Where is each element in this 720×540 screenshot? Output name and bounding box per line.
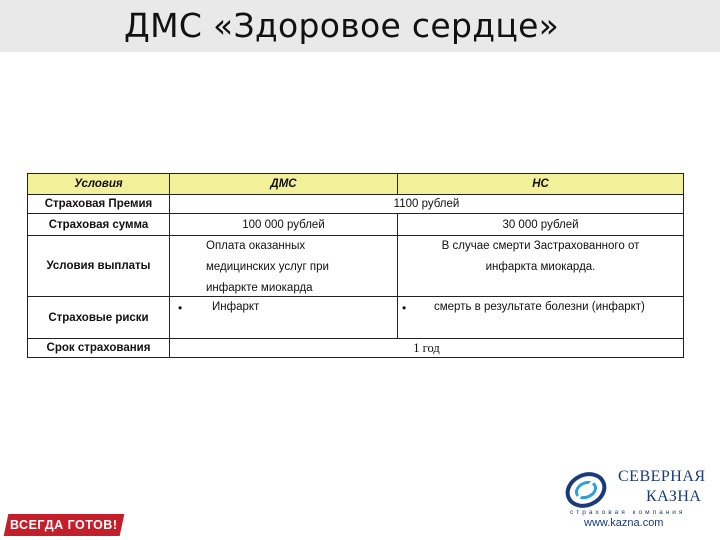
- risks-dms-text: Инфаркт: [212, 301, 260, 313]
- kazna-emblem-icon: [564, 468, 612, 508]
- payout-dms-line: инфаркте миокарда: [206, 282, 313, 294]
- company-subtitle: страховая компания: [570, 509, 686, 516]
- slide-title: ДМС «Здоровое сердце»: [124, 6, 560, 45]
- row-label-term: Срок страхования: [27, 338, 170, 358]
- company-logo: [560, 466, 710, 532]
- payout-dms-line: Оплата оказанных: [206, 240, 306, 252]
- bullet-icon: •: [402, 301, 407, 315]
- header-dms: ДМС: [169, 173, 398, 195]
- header-ns: НС: [397, 173, 684, 195]
- sum-ns: 30 000 рублей: [397, 213, 684, 236]
- bullet-icon: •: [178, 301, 183, 315]
- term-value: 1 год: [169, 338, 684, 358]
- payout-ns-line: инфаркта миокарда.: [485, 261, 596, 273]
- payout-dms: [169, 235, 398, 297]
- slogan-text: ВСЕГДА ГОТОВ!: [10, 518, 118, 532]
- company-name-line1: СЕВЕРНАЯ: [618, 468, 706, 485]
- company-name-line2: КАЗНА: [646, 488, 702, 505]
- sum-dms: 100 000 рублей: [169, 213, 398, 236]
- premium-value: 1100 рублей: [169, 194, 684, 214]
- row-label-premium: Страховая Премия: [27, 194, 170, 214]
- row-label-sum: Страховая сумма: [27, 213, 170, 236]
- risks-ns-text: смерть в результате болезни (инфаркт): [434, 301, 645, 313]
- payout-dms-line: медицинских услуг при: [206, 261, 329, 273]
- risks-ns: [397, 296, 684, 339]
- risks-dms: [169, 296, 398, 339]
- row-label-payout: Условия выплаты: [27, 235, 170, 297]
- payout-ns-line: В случае смерти Застрахованного от: [441, 240, 640, 252]
- conditions-table: [27, 173, 684, 358]
- title-bar: [0, 0, 720, 52]
- slogan-badge: [4, 514, 125, 536]
- payout-ns: [397, 235, 684, 297]
- company-url: www.kazna.com: [584, 517, 664, 529]
- row-label-risks: Страховые риски: [27, 296, 170, 339]
- header-conditions: Условия: [27, 173, 170, 195]
